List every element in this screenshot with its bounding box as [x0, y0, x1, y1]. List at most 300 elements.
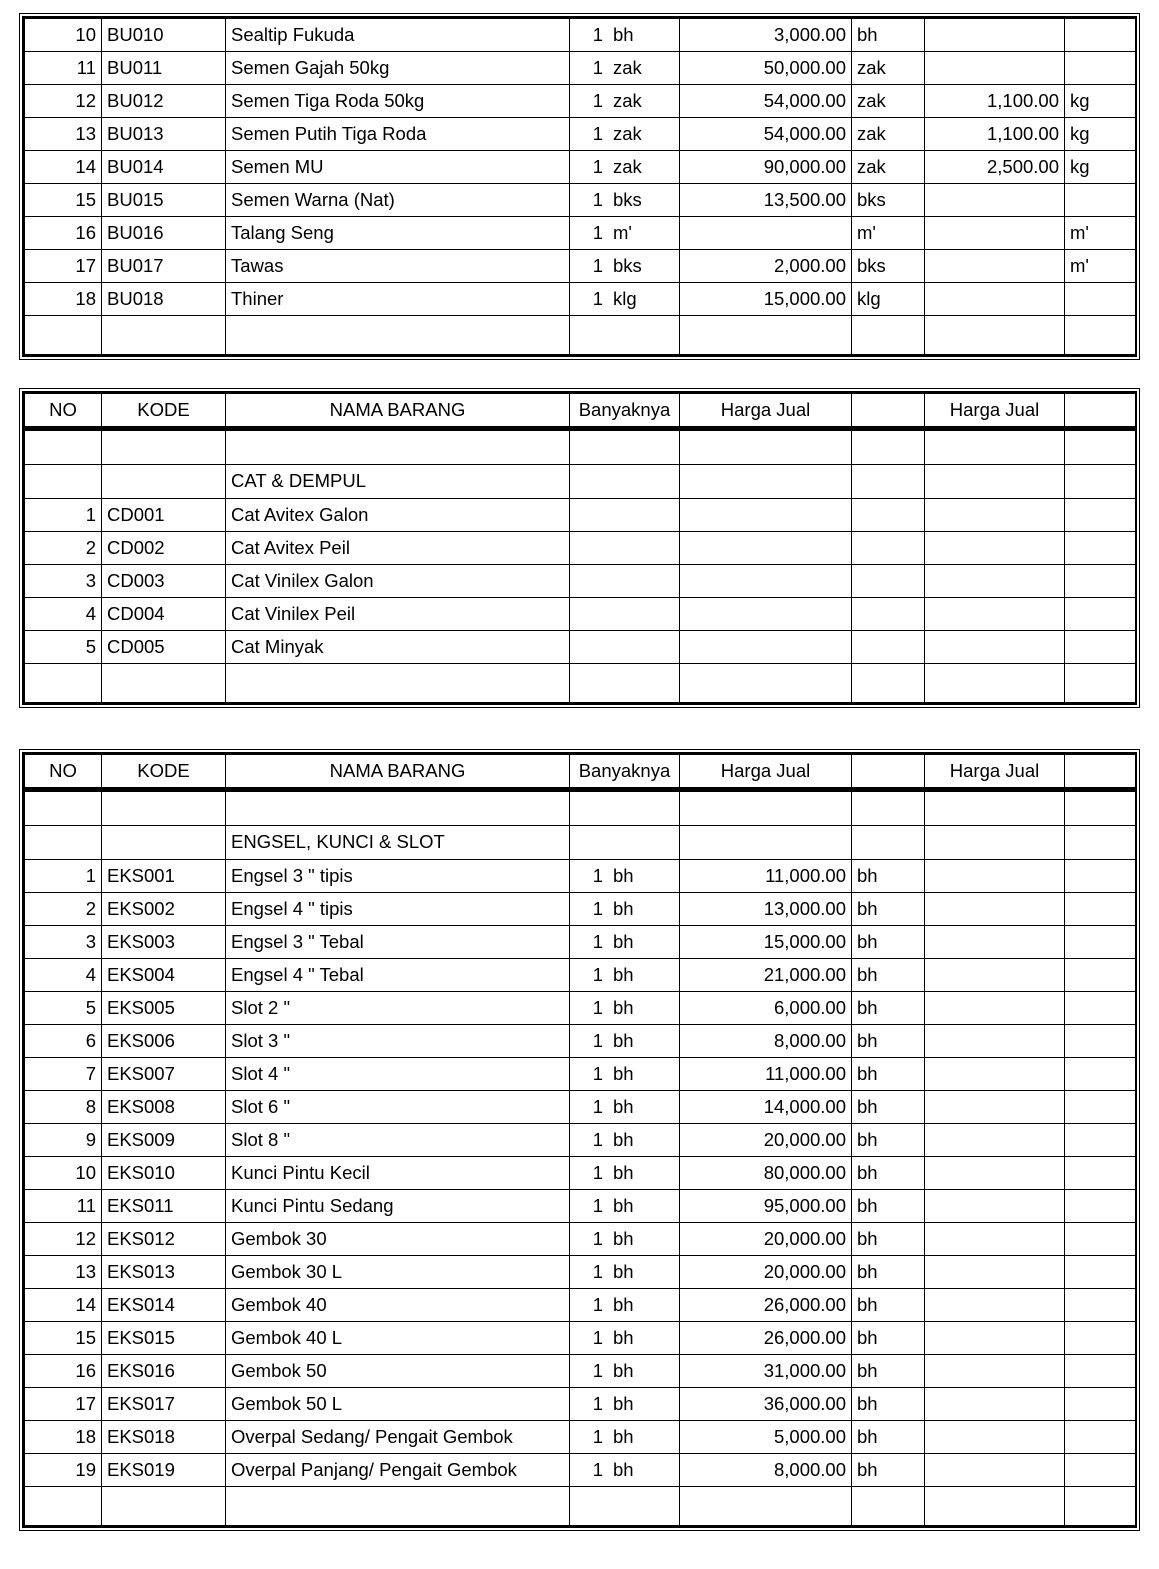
column-header-harga-jual-1: Harga Jual — [680, 394, 852, 429]
table-cat-dempul — [24, 393, 1136, 703]
banyaknya-unit: bh — [613, 996, 634, 1018]
category-label: CAT & DEMPUL — [226, 465, 570, 499]
cell-banyaknya — [570, 959, 680, 992]
cell-harga-jual-2 — [925, 959, 1065, 992]
trailing-blank-cell-nama — [226, 1487, 570, 1526]
table-row — [25, 631, 1136, 664]
table-row — [25, 1355, 1136, 1388]
cell-harga-jual-2 — [925, 1289, 1065, 1322]
cell-banyaknya — [570, 631, 680, 664]
cell-kode: CD001 — [102, 499, 226, 532]
cell-harga-jual-1: 26,000.00 — [680, 1289, 852, 1322]
cell-kode: EKS018 — [102, 1421, 226, 1454]
cell-banyaknya — [570, 1454, 680, 1487]
cell-harga-jual-1: 13,000.00 — [680, 893, 852, 926]
cell-satuan-2 — [1065, 1322, 1136, 1355]
cell-harga-jual-1: 14,000.00 — [680, 1091, 852, 1124]
banyaknya-unit: zak — [613, 89, 642, 111]
cell-no: 5 — [25, 631, 102, 664]
banyaknya-unit: bh — [613, 1194, 634, 1216]
trailing-blank-cell-satuan-1 — [852, 316, 925, 355]
cell-harga-jual-2 — [925, 283, 1065, 316]
cell-kode: BU013 — [102, 118, 226, 151]
cell-harga-jual-1: 15,000.00 — [680, 926, 852, 959]
cell-harga-jual-1: 54,000.00 — [680, 85, 852, 118]
category-row-harga-jual-2 — [925, 826, 1065, 860]
cell-harga-jual-2 — [925, 893, 1065, 926]
cell-harga-jual-2 — [925, 1157, 1065, 1190]
trailing-blank-cell-satuan-2 — [1065, 664, 1136, 703]
cell-harga-jual-1: 8,000.00 — [680, 1025, 852, 1058]
cell-harga-jual-1: 11,000.00 — [680, 860, 852, 893]
cell-satuan-1 — [852, 631, 925, 664]
cell-no: 14 — [25, 151, 102, 184]
cell-satuan-1: bh — [852, 1190, 925, 1223]
category-label: ENGSEL, KUNCI & SLOT — [226, 826, 570, 860]
cell-satuan-1 — [852, 532, 925, 565]
cell-banyaknya — [570, 1256, 680, 1289]
cell-banyaknya — [570, 1421, 680, 1454]
cell-no: 8 — [25, 1091, 102, 1124]
trailing-blank-cell-harga-jual-1 — [680, 664, 852, 703]
banyaknya-value: 1 — [592, 1458, 603, 1480]
cell-no: 17 — [25, 1388, 102, 1421]
cell-nama-barang: Cat Vinilex Galon — [226, 565, 570, 598]
column-header-kode: KODE — [102, 755, 226, 790]
cell-harga-jual-1 — [680, 217, 852, 250]
cell-nama-barang: Engsel 4 " tipis — [226, 893, 570, 926]
cell-kode: EKS012 — [102, 1223, 226, 1256]
banyaknya-unit: bh — [613, 1128, 634, 1150]
banyaknya-unit: bks — [613, 188, 642, 210]
cell-nama-barang: Cat Avitex Peil — [226, 532, 570, 565]
cell-banyaknya — [570, 1223, 680, 1256]
cell-harga-jual-2: 1,100.00 — [925, 85, 1065, 118]
banyaknya-value: 1 — [592, 930, 603, 952]
cell-kode: EKS001 — [102, 860, 226, 893]
category-row-satuan-2 — [1065, 826, 1136, 860]
cell-banyaknya — [570, 1058, 680, 1091]
cell-satuan-2 — [1065, 1388, 1136, 1421]
cell-banyaknya — [570, 1190, 680, 1223]
spacer-cell-banyaknya — [570, 429, 680, 465]
spacer-cell-nama — [226, 429, 570, 465]
cell-banyaknya — [570, 1388, 680, 1421]
banyaknya-value: 1 — [592, 996, 603, 1018]
cell-banyaknya — [570, 1322, 680, 1355]
price-table-bahan-umum-block — [22, 16, 1137, 357]
spacer-row — [25, 429, 1136, 465]
trailing-blank-cell-harga-jual-1 — [680, 316, 852, 355]
category-row-kode — [102, 465, 226, 499]
cell-satuan-1: bh — [852, 1421, 925, 1454]
banyaknya-value: 1 — [592, 1227, 603, 1249]
cell-nama-barang: Gembok 30 L — [226, 1256, 570, 1289]
table-row — [25, 1322, 1136, 1355]
cell-banyaknya — [570, 118, 680, 151]
banyaknya-value: 1 — [592, 23, 603, 45]
cell-banyaknya — [570, 926, 680, 959]
cell-harga-jual-2 — [925, 1421, 1065, 1454]
cell-satuan-2 — [1065, 893, 1136, 926]
cell-harga-jual-1: 95,000.00 — [680, 1190, 852, 1223]
cell-kode: EKS002 — [102, 893, 226, 926]
banyaknya-unit: bh — [613, 897, 634, 919]
banyaknya-unit: bh — [613, 1293, 634, 1315]
cell-satuan-2 — [1065, 1190, 1136, 1223]
cell-satuan-1: zak — [852, 85, 925, 118]
cell-nama-barang: Semen MU — [226, 151, 570, 184]
banyaknya-value: 1 — [592, 963, 603, 985]
cell-no: 3 — [25, 926, 102, 959]
cell-harga-jual-2: 1,100.00 — [925, 118, 1065, 151]
cell-no: 18 — [25, 1421, 102, 1454]
cell-no: 16 — [25, 1355, 102, 1388]
cell-satuan-1: bh — [852, 1355, 925, 1388]
cell-nama-barang: Gembok 50 L — [226, 1388, 570, 1421]
banyaknya-value: 1 — [592, 864, 603, 886]
trailing-blank-cell-satuan-1 — [852, 1487, 925, 1526]
banyaknya-value: 1 — [592, 1326, 603, 1348]
cell-harga-jual-2 — [925, 1223, 1065, 1256]
cell-harga-jual-2 — [925, 52, 1065, 85]
cell-satuan-2 — [1065, 1421, 1136, 1454]
cell-nama-barang: Engsel 4 " Tebal — [226, 959, 570, 992]
cell-no: 13 — [25, 1256, 102, 1289]
column-header-banyaknya: Banyaknya — [570, 755, 680, 790]
cell-banyaknya — [570, 1091, 680, 1124]
banyaknya-value: 1 — [592, 1194, 603, 1216]
cell-kode: EKS017 — [102, 1388, 226, 1421]
banyaknya-value: 1 — [592, 155, 603, 177]
trailing-blank-cell-banyaknya — [570, 1487, 680, 1526]
cell-kode: EKS019 — [102, 1454, 226, 1487]
banyaknya-value: 1 — [592, 1029, 603, 1051]
cell-kode: EKS016 — [102, 1355, 226, 1388]
cell-satuan-2 — [1065, 532, 1136, 565]
cell-kode: EKS004 — [102, 959, 226, 992]
trailing-blank-cell-no — [25, 316, 102, 355]
cell-satuan-2: kg — [1065, 85, 1136, 118]
cell-banyaknya — [570, 860, 680, 893]
cell-satuan-2 — [1065, 184, 1136, 217]
trailing-blank-row — [25, 1487, 1136, 1526]
cell-kode: BU012 — [102, 85, 226, 118]
cell-satuan-1: bks — [852, 250, 925, 283]
cell-kode: BU011 — [102, 52, 226, 85]
cell-harga-jual-2 — [925, 184, 1065, 217]
table-row — [25, 598, 1136, 631]
category-row-satuan-1 — [852, 826, 925, 860]
cell-satuan-1: bh — [852, 1388, 925, 1421]
cell-nama-barang: Gembok 50 — [226, 1355, 570, 1388]
cell-harga-jual-1 — [680, 565, 852, 598]
table-row — [25, 565, 1136, 598]
table-row — [25, 250, 1136, 283]
banyaknya-unit: bh — [613, 1392, 634, 1414]
banyaknya-unit: bh — [613, 1260, 634, 1282]
cell-no: 3 — [25, 565, 102, 598]
cell-satuan-2 — [1065, 598, 1136, 631]
cell-satuan-1: zak — [852, 118, 925, 151]
table-row — [25, 1256, 1136, 1289]
cell-kode: EKS011 — [102, 1190, 226, 1223]
cell-harga-jual-1: 13,500.00 — [680, 184, 852, 217]
banyaknya-unit: zak — [613, 122, 642, 144]
trailing-blank-cell-kode — [102, 1487, 226, 1526]
column-header-no: NO — [25, 755, 102, 790]
cell-nama-barang: Slot 4 " — [226, 1058, 570, 1091]
banyaknya-unit: zak — [613, 155, 642, 177]
cell-nama-barang: Engsel 3 " tipis — [226, 860, 570, 893]
cell-satuan-2 — [1065, 52, 1136, 85]
banyaknya-value: 1 — [592, 1062, 603, 1084]
cell-nama-barang: Cat Avitex Galon — [226, 499, 570, 532]
category-row-banyaknya — [570, 826, 680, 860]
cell-nama-barang: Semen Gajah 50kg — [226, 52, 570, 85]
table-row — [25, 1058, 1136, 1091]
cell-harga-jual-2 — [925, 1091, 1065, 1124]
table-row — [25, 283, 1136, 316]
table-row — [25, 1025, 1136, 1058]
cell-nama-barang: Slot 6 " — [226, 1091, 570, 1124]
cell-harga-jual-1: 8,000.00 — [680, 1454, 852, 1487]
column-header-no: NO — [25, 394, 102, 429]
banyaknya-unit: bks — [613, 254, 642, 276]
spacer-cell-satuan-1 — [852, 790, 925, 826]
cell-satuan-1: bh — [852, 1091, 925, 1124]
trailing-blank-row — [25, 664, 1136, 703]
cell-nama-barang: Talang Seng — [226, 217, 570, 250]
cell-no: 11 — [25, 1190, 102, 1223]
cell-banyaknya — [570, 283, 680, 316]
cell-nama-barang: Semen Tiga Roda 50kg — [226, 85, 570, 118]
spacer-cell-no — [25, 790, 102, 826]
cell-harga-jual-1: 2,000.00 — [680, 250, 852, 283]
cell-satuan-2 — [1065, 1454, 1136, 1487]
cell-banyaknya — [570, 1355, 680, 1388]
cell-kode: EKS010 — [102, 1157, 226, 1190]
trailing-blank-cell-banyaknya — [570, 664, 680, 703]
trailing-blank-cell-harga-jual-2 — [925, 1487, 1065, 1526]
trailing-blank-cell-banyaknya — [570, 316, 680, 355]
cell-harga-jual-1: 6,000.00 — [680, 992, 852, 1025]
table-row — [25, 1091, 1136, 1124]
banyaknya-unit: bh — [613, 1425, 634, 1447]
table-row — [25, 1157, 1136, 1190]
banyaknya-value: 1 — [592, 897, 603, 919]
cell-no: 6 — [25, 1025, 102, 1058]
cell-kode: EKS014 — [102, 1289, 226, 1322]
cell-no: 14 — [25, 1289, 102, 1322]
banyaknya-unit: m' — [613, 221, 632, 243]
banyaknya-unit: bh — [613, 963, 634, 985]
column-header-banyaknya: Banyaknya — [570, 394, 680, 429]
cell-no: 12 — [25, 1223, 102, 1256]
cell-satuan-2 — [1065, 565, 1136, 598]
category-row-no — [25, 826, 102, 860]
cell-harga-jual-2 — [925, 860, 1065, 893]
trailing-blank-cell-satuan-2 — [1065, 1487, 1136, 1526]
category-row — [25, 826, 1136, 860]
cell-nama-barang: Gembok 30 — [226, 1223, 570, 1256]
cell-banyaknya — [570, 1025, 680, 1058]
cell-harga-jual-2 — [925, 1025, 1065, 1058]
cell-satuan-2 — [1065, 1058, 1136, 1091]
banyaknya-unit: zak — [613, 56, 642, 78]
cell-nama-barang: Semen Warna (Nat) — [226, 184, 570, 217]
cell-kode: BU017 — [102, 250, 226, 283]
cell-banyaknya — [570, 532, 680, 565]
table-row — [25, 52, 1136, 85]
column-header-harga-jual-2: Harga Jual — [925, 755, 1065, 790]
cell-nama-barang: Cat Minyak — [226, 631, 570, 664]
cell-satuan-1: bh — [852, 1289, 925, 1322]
banyaknya-unit: klg — [613, 287, 637, 309]
cell-no: 18 — [25, 283, 102, 316]
cell-no: 16 — [25, 217, 102, 250]
table-header-row — [25, 394, 1136, 429]
category-row — [25, 465, 1136, 499]
cell-harga-jual-2 — [925, 1124, 1065, 1157]
cell-harga-jual-1 — [680, 499, 852, 532]
cell-harga-jual-1: 3,000.00 — [680, 19, 852, 52]
cell-harga-jual-1: 5,000.00 — [680, 1421, 852, 1454]
cell-nama-barang: Thiner — [226, 283, 570, 316]
banyaknya-unit: bh — [613, 930, 634, 952]
banyaknya-value: 1 — [592, 1293, 603, 1315]
cell-harga-jual-2 — [925, 1388, 1065, 1421]
cell-nama-barang: Gembok 40 L — [226, 1322, 570, 1355]
category-row-kode — [102, 826, 226, 860]
cell-harga-jual-1 — [680, 532, 852, 565]
table-row — [25, 1124, 1136, 1157]
cell-kode: BU010 — [102, 19, 226, 52]
column-header-kode: KODE — [102, 394, 226, 429]
cell-harga-jual-2 — [925, 631, 1065, 664]
cell-nama-barang: Engsel 3 " Tebal — [226, 926, 570, 959]
trailing-blank-cell-harga-jual-2 — [925, 664, 1065, 703]
cell-satuan-2 — [1065, 1289, 1136, 1322]
table-engsel-kunci-slot — [24, 754, 1136, 1526]
cell-kode: BU018 — [102, 283, 226, 316]
cell-no: 15 — [25, 184, 102, 217]
trailing-blank-cell-kode — [102, 316, 226, 355]
cell-satuan-2 — [1065, 992, 1136, 1025]
cell-harga-jual-2 — [925, 499, 1065, 532]
banyaknya-value: 1 — [592, 221, 603, 243]
cell-harga-jual-2 — [925, 1322, 1065, 1355]
banyaknya-value: 1 — [592, 1425, 603, 1447]
trailing-blank-cell-no — [25, 664, 102, 703]
cell-banyaknya — [570, 1289, 680, 1322]
cell-no: 10 — [25, 1157, 102, 1190]
spacer-cell-nama — [226, 790, 570, 826]
cell-no: 4 — [25, 598, 102, 631]
price-table-cat-dempul-block — [22, 391, 1137, 705]
trailing-blank-cell-harga-jual-2 — [925, 316, 1065, 355]
column-header-satuan-1 — [852, 755, 925, 790]
cell-kode: BU014 — [102, 151, 226, 184]
banyaknya-unit: bh — [613, 1227, 634, 1249]
cell-banyaknya — [570, 1157, 680, 1190]
cell-kode: EKS003 — [102, 926, 226, 959]
spacer-cell-harga-jual-1 — [680, 790, 852, 826]
cell-harga-jual-2 — [925, 19, 1065, 52]
table-bahan-umum — [24, 18, 1136, 355]
cell-harga-jual-2 — [925, 1190, 1065, 1223]
banyaknya-value: 1 — [592, 1392, 603, 1414]
table-row — [25, 1289, 1136, 1322]
cell-kode: EKS008 — [102, 1091, 226, 1124]
cell-nama-barang: Slot 3 " — [226, 1025, 570, 1058]
cell-satuan-1: bh — [852, 959, 925, 992]
category-row-satuan-1 — [852, 465, 925, 499]
table-row — [25, 184, 1136, 217]
cell-harga-jual-1: 20,000.00 — [680, 1256, 852, 1289]
banyaknya-unit: bh — [613, 1062, 634, 1084]
banyaknya-value: 1 — [592, 1359, 603, 1381]
cell-no: 10 — [25, 19, 102, 52]
cell-harga-jual-2 — [925, 1058, 1065, 1091]
banyaknya-value: 1 — [592, 188, 603, 210]
table-row — [25, 1454, 1136, 1487]
cell-satuan-1 — [852, 499, 925, 532]
cell-harga-jual-2 — [925, 992, 1065, 1025]
cell-satuan-1: zak — [852, 151, 925, 184]
cell-harga-jual-2 — [925, 1355, 1065, 1388]
cell-banyaknya — [570, 893, 680, 926]
cell-no: 7 — [25, 1058, 102, 1091]
table-header-row — [25, 755, 1136, 790]
cell-no: 13 — [25, 118, 102, 151]
cell-satuan-2 — [1065, 1256, 1136, 1289]
cell-satuan-1: bh — [852, 893, 925, 926]
cell-satuan-2: m' — [1065, 250, 1136, 283]
cell-harga-jual-2 — [925, 926, 1065, 959]
column-header-harga-jual-2: Harga Jual — [925, 394, 1065, 429]
banyaknya-unit: bh — [613, 1458, 634, 1480]
cell-satuan-2 — [1065, 283, 1136, 316]
table-row — [25, 1421, 1136, 1454]
cell-no: 15 — [25, 1322, 102, 1355]
cell-kode: CD003 — [102, 565, 226, 598]
table-row — [25, 926, 1136, 959]
column-header-satuan-1 — [852, 394, 925, 429]
cell-harga-jual-1: 20,000.00 — [680, 1124, 852, 1157]
cell-banyaknya — [570, 184, 680, 217]
column-header-satuan-2 — [1065, 394, 1136, 429]
cell-kode: EKS006 — [102, 1025, 226, 1058]
trailing-blank-cell-nama — [226, 316, 570, 355]
spacer-cell-harga-jual-2 — [925, 429, 1065, 465]
cell-no: 2 — [25, 532, 102, 565]
cell-nama-barang: Overpal Sedang/ Pengait Gembok — [226, 1421, 570, 1454]
cell-nama-barang: Kunci Pintu Sedang — [226, 1190, 570, 1223]
category-row-banyaknya — [570, 465, 680, 499]
spacer-cell-harga-jual-1 — [680, 429, 852, 465]
trailing-blank-cell-nama — [226, 664, 570, 703]
banyaknya-value: 1 — [592, 56, 603, 78]
cell-kode: EKS009 — [102, 1124, 226, 1157]
cell-harga-jual-1: 11,000.00 — [680, 1058, 852, 1091]
column-header-nama-barang: NAMA BARANG — [226, 394, 570, 429]
cell-no: 4 — [25, 959, 102, 992]
cell-kode: BU016 — [102, 217, 226, 250]
cell-satuan-1: bh — [852, 1124, 925, 1157]
table-row — [25, 118, 1136, 151]
table-row — [25, 217, 1136, 250]
